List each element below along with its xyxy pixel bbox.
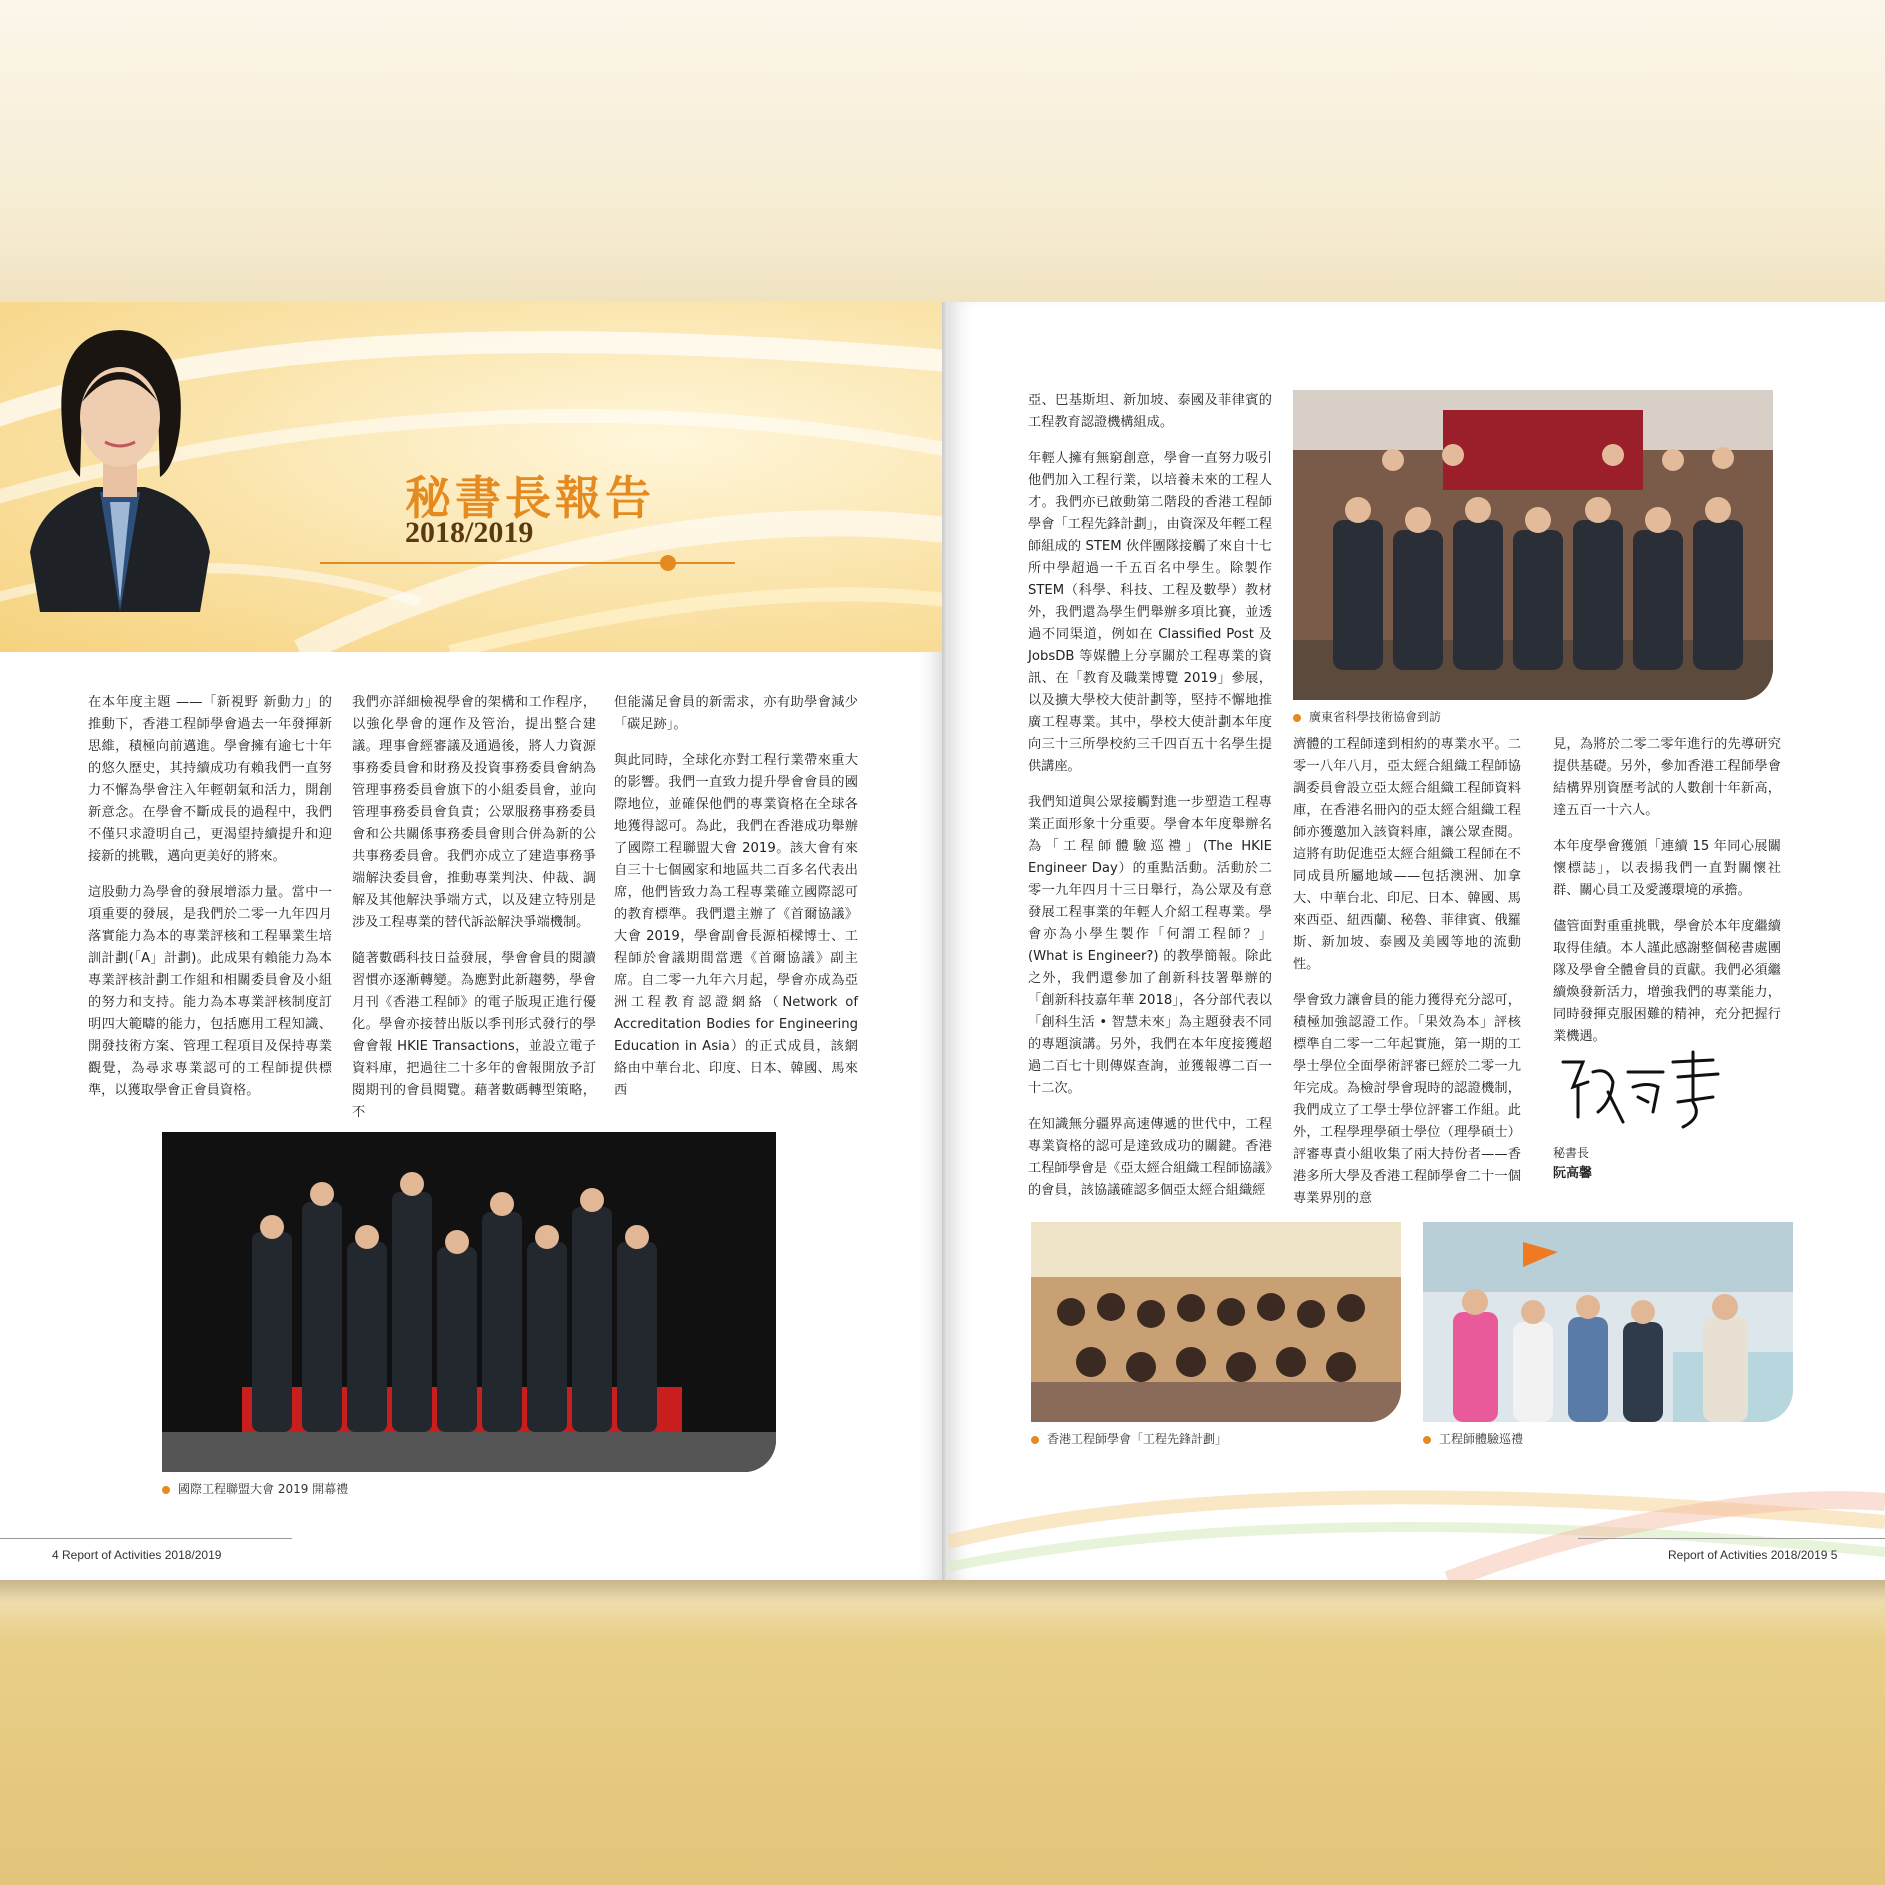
photo-caption	[1293, 708, 1441, 725]
signatory-name: 阮高馨	[1553, 1165, 1593, 1180]
paragraph: 我們亦詳細檢視學會的架構和工作程序，以強化學會的運作及管治，提出整合建議。理事會經審議及通過後，將人力資源事務委員會和財務及投資事務委員會納為管理事務委員會旗下的小組委員會，並向管理事務委員會負責；公眾服務事務委員會和公共關係事務委員會則合併為新的公共事務委員會。我們亦成立了建造事務爭端解決委員會，推動專業判決、仲裁、調解及其他解決爭端方式，以及建立特別是涉及工程專業的替代訴訟解決爭端機制。	[352, 695, 596, 930]
caption-text: 香港工程師學會「工程先鋒計劃」	[1047, 1432, 1228, 1446]
paragraph: 在本年度主題 ——「新視野 新動力」的推動下，香港工程師學會過去一年發揮新思維，積極向前邁進。學會擁有逾七十年的悠久歷史，其持續成功有賴我們一直努力不懈為學會注入年輕朝氣和活力，開創新意念。在學會不斷成長的過程中，我們不僅只求證明自己，更渴望持續提升和迎接新的挑戰，邁向更美好的將來。	[88, 695, 332, 864]
photo-opening-ceremony	[162, 1132, 776, 1472]
paragraph: 這股動力為學會的發展增添力量。當中一項重要的發展，是我們於二零一九年四月落實能力為本的專業評核和工程畢業生培訓計劃(「A」計劃)。此成果有賴能力為本專業評核計劃工作組和相關委員會及小組的努力和支持。能力為本專業評核制度訂明四大範疇的能力，包括應用工程知識、開發技術方案、管理工程項目及保持專業觀覺，為尋求專業認可的工程師提供標準，以獲取學會正會員資格。	[88, 885, 332, 1098]
paragraph: 本年度學會獲頒「連續 15 年同心展關懷標誌」，以表揚我們一直對關懷社群、關心員工及愛護環境的承擔。	[1553, 839, 1781, 898]
paragraph: 隨著數碼科技日益發展，學會會員的閱讀習慣亦逐漸轉變。為應對此新趨勢，學會月刊《香港工程師》的電子版現正進行優化。學會亦接替出版以季刊形式發行的學會會報 HKIE Transactions，並設立電子資料庫，把過往二十多年的會報開放予訂閱期刊的會員閱覽。藉著數碼轉型策略，不	[352, 951, 596, 1120]
paragraph: 濟體的工程師達到相約的專業水平。二零一八年八月，亞太經合組織工程師協調委員會設立亞太經合組織工程師資料庫，在香港名冊內的亞太經合組織工程師亦獲邀加入該資料庫，讓公眾查閱。這將有助促進亞太經合組織工程師在不同成員所屬地域——包括澳洲、加拿大、中華台北、印尼、日本、韓國、馬來西亞、紐西蘭、秘魯、菲律賓、俄羅斯、新加坡、泰國及美國等地的流動性。	[1293, 737, 1521, 972]
page-footer: 4 Report of Activities 2018/2019	[52, 1548, 222, 1562]
photo-guangdong-visit	[1293, 390, 1773, 700]
photo-caption	[162, 1480, 348, 1497]
paragraph: 亞、巴基斯坦、新加坡、泰國及菲律賓的工程教育認證機構組成。	[1028, 393, 1272, 430]
secretary-general-portrait	[0, 302, 240, 612]
paragraph: 我們知道與公眾接觸對進一步塑造工程專業正面形象十分重要。學會本年度舉辦名為「工程師體驗巡禮」(The HKIE Engineer Day）的重點活動。活動於二零一九年四月十三日舉行，為公眾及有意發展工程事業的年輕人介紹工程專業。學會亦為小學生製作「何謂工程師？」(What is Engineer?) 的教學簡報。除此之外，我們還參加了創新科技署舉辦的「創新科技嘉年華 2018」，各分部代表以「創科生活 • 智慧未來」為主題發表不同的專題演講。另外，我們在本年度接獲超過二百七十則傳媒查詢，並獲報導二百一十二次。	[1028, 795, 1272, 1096]
header-banner	[0, 302, 942, 652]
right-page	[948, 302, 1885, 1580]
paragraph: 但能滿足會員的新需求，亦有助學會減少「碳足跡」。	[614, 695, 858, 732]
book-shadow	[0, 1580, 1885, 1602]
paragraph: 年輕人擁有無窮創意，學會一直努力吸引他們加入工程行業，以培養未來的工程人才。我們亦已啟動第二階段的香港工程師學會「工程先鋒計劃」，由資深及年輕工程師組成的 STEM 伙伴團隊接觸了來自十七所中學超過一千五百名中學生。除製作 STEM（科學、科技、工程及數學）教材外，我們還為學生們舉辦多項比賽，並透過不同渠道，例如在 Classified Post 及 JobsDB 等媒體上分享關於工程專業的資訊、在「教育及職業博覽 2019」參展，以及擴大學校大使計劃等，堅持不懈地推廣工程專業。其中，學校大使計劃本年度向三十三所學校約三千四百五十名學生提供講座。	[1028, 451, 1272, 774]
report-year: 2018/2019	[405, 516, 534, 549]
caption-bullet	[1293, 714, 1301, 722]
footer-rule	[1578, 1538, 1885, 1539]
footer-rule	[0, 1538, 292, 1539]
left-page	[0, 302, 942, 1580]
caption-bullet	[1423, 1436, 1431, 1444]
paragraph: 見，為將於二零二零年進行的先導研究提供基礎。另外，參加香港工程師學會結構界別資歷考試的人數創十年新高，達五百一十六人。	[1553, 737, 1781, 818]
paragraph: 儘管面對重重挑戰，學會於本年度繼續取得佳績。本人謹此感謝整個秘書處團隊及學會全體會員的貢獻。我們必須繼續煥發新活力，增強我們的專業能力，同時發揮克服困難的精神，充分把握行業機遇。	[1553, 919, 1781, 1044]
photo-engineering-pioneer-programme	[1031, 1222, 1401, 1422]
right-column-1	[1028, 390, 1272, 1216]
signatory-title: 秘書長	[1553, 1146, 1590, 1160]
handwritten-signature	[1553, 1042, 1733, 1132]
photo-engineer-day	[1423, 1222, 1793, 1422]
left-column-2	[352, 692, 596, 1138]
right-column-3	[1553, 734, 1781, 1062]
title-divider-dot	[660, 555, 676, 571]
page-footer: Report of Activities 2018/2019 5	[1668, 1548, 1838, 1562]
page-title: 秘書長報告	[405, 471, 655, 525]
caption-bullet	[1031, 1436, 1039, 1444]
decorative-swirl-footer	[948, 1482, 1885, 1580]
caption-bullet	[162, 1486, 170, 1494]
caption-text: 廣東省科學技術協會到訪	[1309, 710, 1442, 724]
paragraph: 在知識無分疆界高速傳遞的世代中，工程專業資格的認可是達致成功的關鍵。香港工程師學會是《亞太經合組織工程師協議》的會員，該協議確認多個亞太經合組織經	[1028, 1117, 1272, 1198]
right-column-2	[1293, 734, 1521, 1224]
paragraph: 與此同時，全球化亦對工程行業帶來重大的影響。我們一直致力提升學會會員的國際地位，並確保他們的專業資格在全球各地獲得認可。為此，我們在香港成功舉辦了國際工程聯盟大會 2019。該大會有來自三十七個國家和地區共二百多名代表出席，他們皆致力為工程專業確立國際認可的教育標準。我們還主辦了《首爾協議》大會 2019，學會副會長源栢樑博士、工程師於會議期間當選《首爾協議》副主席。自二零一九年六月起，學會亦成為亞洲工程教育認證網絡（Network of Accreditation Bodies for Engineering Education in Asia）的正式成員，該網絡由中華台北、印度、日本、韓國、馬來西	[614, 753, 858, 1098]
left-column-1	[88, 692, 332, 1116]
photo-caption	[1031, 1430, 1227, 1447]
left-column-3	[614, 692, 858, 1116]
paragraph: 學會致力讓會員的能力獲得充分認可，積極加強認證工作。「果效為本」評核標準自二零一二年起實施，第一期的工學士學位全面學術評審已經於二零一九年完成。為檢討學會現時的認證機制，我們成立了工學士學位評審工作組。此外，工程學理學碩士學位（理學碩士）評審專責小組收集了兩大持份者——香港多所大學及香港工程師學會二十一個專業界別的意	[1293, 993, 1521, 1206]
caption-text: 國際工程聯盟大會 2019 開幕禮	[178, 1482, 349, 1496]
caption-text: 工程師體驗巡禮	[1439, 1432, 1524, 1446]
photo-caption	[1423, 1430, 1523, 1447]
